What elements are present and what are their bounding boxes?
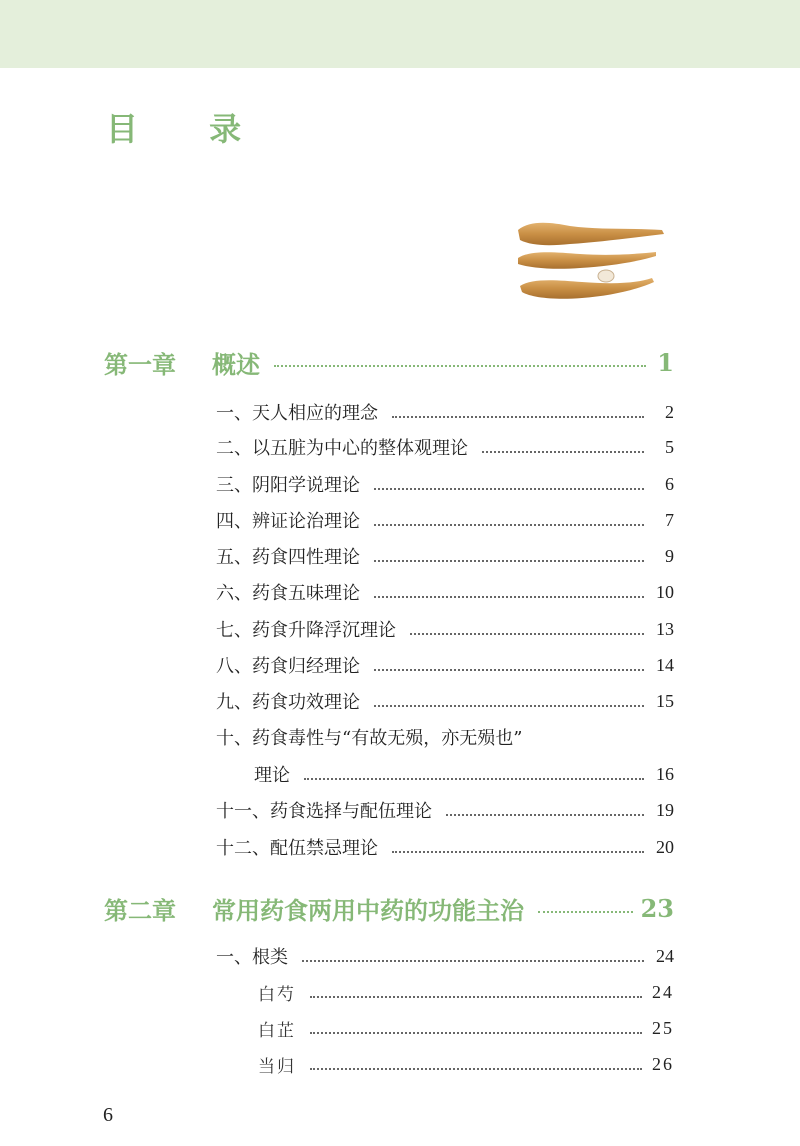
toc-entry[interactable] xyxy=(216,578,674,606)
chapter-label: 第二章 xyxy=(104,895,176,925)
dot-leader xyxy=(374,705,644,707)
entry-title: 十、药食毒性与“有故无殒，亦无殒也” xyxy=(216,728,523,749)
page-number: 6 xyxy=(103,1104,113,1126)
entry-title: 五、药食四性理论 xyxy=(216,547,360,568)
dot-leader xyxy=(310,1068,642,1070)
entry-page-number: 6 xyxy=(665,473,674,494)
entry-page-number: 5 xyxy=(665,436,674,457)
page-title: 目 录 xyxy=(106,110,272,148)
toc-entry[interactable] xyxy=(216,651,674,679)
entry-title: 八、药食归经理论 xyxy=(216,656,360,677)
chapter-page-number: 23 xyxy=(640,893,674,923)
chapter-title: 常用药食两用中药的功能主治 xyxy=(212,895,524,925)
entry-page-number: 26 xyxy=(652,1053,674,1074)
chapter-title: 概述 xyxy=(212,349,260,379)
dot-leader xyxy=(310,996,642,998)
entry-page-number: 14 xyxy=(656,654,674,675)
toc-entry[interactable] xyxy=(216,833,674,861)
entry-title: 十一、药食选择与配伍理论 xyxy=(216,801,432,822)
entry-page-number: 10 xyxy=(656,581,674,602)
dot-leader xyxy=(538,911,633,913)
toc-entry[interactable] xyxy=(216,433,674,461)
toc-entry-continuation[interactable] xyxy=(254,760,674,788)
dot-leader xyxy=(392,416,644,418)
subentry-title: 当归 xyxy=(258,1056,296,1077)
dot-leader xyxy=(374,596,644,598)
dot-leader xyxy=(410,633,644,635)
dot-leader xyxy=(274,365,646,367)
subentry-title: 白芍 xyxy=(258,984,296,1005)
entry-page-number: 7 xyxy=(665,509,674,530)
dot-leader xyxy=(374,488,644,490)
entry-page-number: 24 xyxy=(656,945,674,966)
entry-title: 四、辨证论治理论 xyxy=(216,511,360,532)
entry-page-number: 16 xyxy=(656,763,674,784)
chapter-label: 第一章 xyxy=(104,349,176,379)
entry-title: 七、药食升降浮沉理论 xyxy=(216,620,396,641)
header-band xyxy=(0,0,800,68)
entry-title-continuation: 理论 xyxy=(254,765,290,786)
entry-page-number: 25 xyxy=(652,1017,674,1038)
toc-entry[interactable] xyxy=(216,506,674,534)
toc-chapter-row[interactable] xyxy=(104,888,674,928)
entry-title: 十二、配伍禁忌理论 xyxy=(216,838,378,859)
entry-page-number: 20 xyxy=(656,836,674,857)
entry-page-number: 2 xyxy=(665,401,674,422)
toc-subentry[interactable] xyxy=(258,1050,674,1078)
toc-chapter-row[interactable] xyxy=(104,342,674,382)
dot-leader xyxy=(482,451,644,453)
toc-entry[interactable] xyxy=(216,687,674,715)
dot-leader xyxy=(302,960,644,962)
entry-title: 二、以五脏为中心的整体观理论 xyxy=(216,438,468,459)
toc-entry[interactable] xyxy=(216,796,674,824)
toc-subentry[interactable] xyxy=(258,1014,674,1042)
dot-leader xyxy=(310,1032,642,1034)
chapter-page-number: 1 xyxy=(657,347,674,377)
entry-title: 六、药食五味理论 xyxy=(216,583,360,604)
dot-leader xyxy=(374,560,644,562)
toc-entry[interactable] xyxy=(216,723,674,751)
entry-page-number: 9 xyxy=(665,545,674,566)
dot-leader xyxy=(374,669,644,671)
entry-title: 九、药食功效理论 xyxy=(216,692,360,713)
toc-subentry[interactable] xyxy=(258,978,674,1006)
entry-page-number: 15 xyxy=(656,690,674,711)
entry-page-number: 19 xyxy=(656,799,674,820)
dot-leader xyxy=(392,851,644,853)
dot-leader xyxy=(304,778,644,780)
entry-title: 一、根类 xyxy=(216,947,288,968)
dot-leader xyxy=(446,814,644,816)
subentry-title: 白芷 xyxy=(258,1020,296,1041)
entry-title: 三、阴阳学说理论 xyxy=(216,475,360,496)
dot-leader xyxy=(374,524,644,526)
entry-title: 一、天人相应的理念 xyxy=(216,403,378,424)
entry-page-number: 13 xyxy=(656,618,674,639)
toc-entry[interactable] xyxy=(216,398,674,426)
herb-root-image xyxy=(510,212,670,308)
toc-entry[interactable] xyxy=(216,470,674,498)
toc-entry[interactable] xyxy=(216,542,674,570)
toc-entry[interactable] xyxy=(216,615,674,643)
toc-entry[interactable] xyxy=(216,942,674,970)
entry-page-number: 24 xyxy=(652,981,674,1002)
